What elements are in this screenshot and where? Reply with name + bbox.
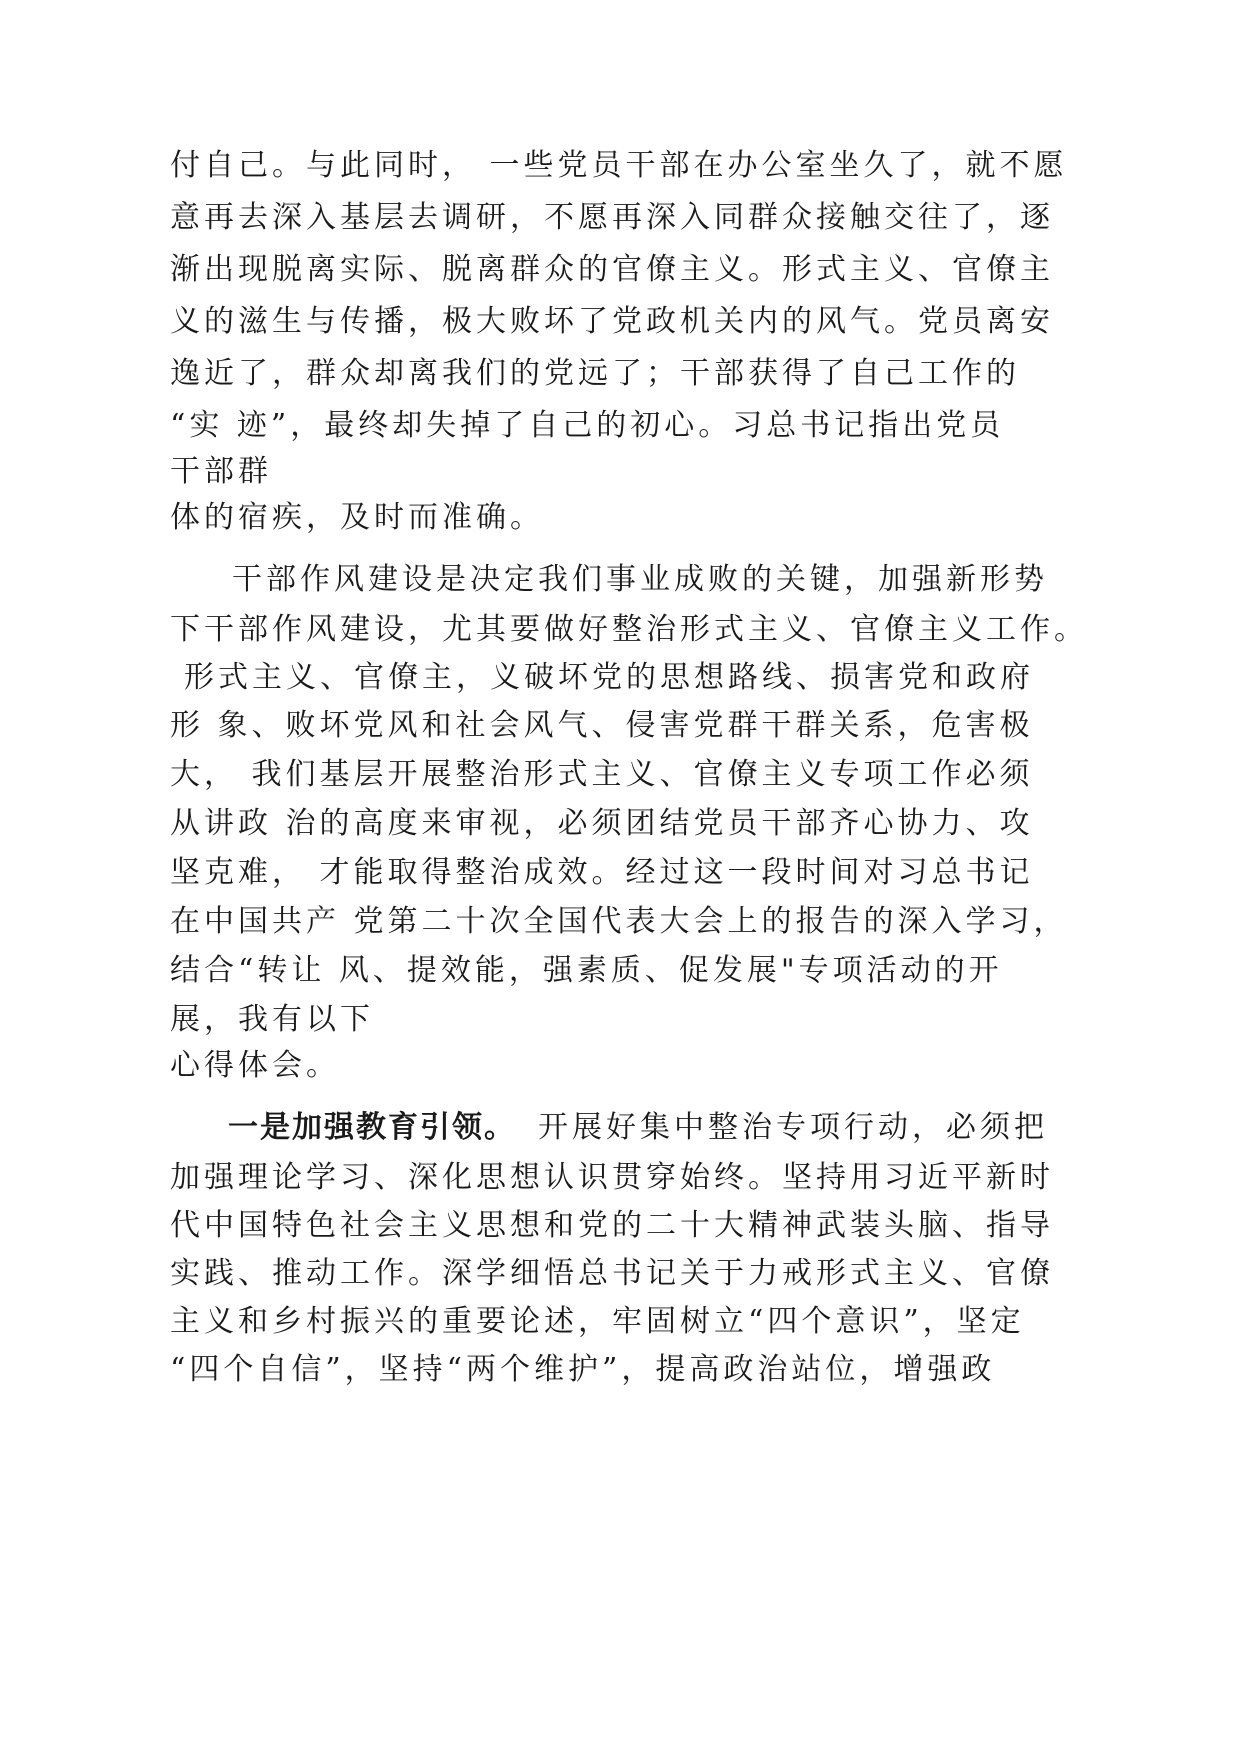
paragraph-first-line	[228, 1102, 1048, 1154]
text-line: 渐出现脱离实际、脱离群众的官僚主义。形式主义、官僚主	[170, 252, 1054, 287]
paragraph-first-line: 干部作风建设是决定我们事业成败的关键，加强新形势	[232, 562, 1048, 597]
text-line: 干部群	[170, 454, 272, 489]
text-line: 代中国特色社会主义思想和党的二十大精神武装头脑、指导	[170, 1208, 1054, 1243]
text-line: 大， 我们基层开展整治形式主义、官僚主义专项工作必须	[170, 757, 1034, 792]
text-line: 展，我有以下	[170, 1002, 374, 1037]
text-line: 主义和乡村振兴的重要论述，牢固树立“四个意识”，坚定	[170, 1304, 1025, 1339]
text-line: 从讲政 治的高度来审视，必须团结党员干部齐心协力、攻	[170, 806, 1034, 841]
text-line: 义的滋生与传播，极大败坏了党政机关内的风气。党员离安	[170, 304, 1054, 339]
text-span: 开展好集中整治专项行动，必须把	[538, 1110, 1048, 1145]
text-line: “四个自信”，坚持“两个维护”，提高政治站位，增强政	[170, 1352, 996, 1387]
text-line: 形 象、败坏党风和社会风气、侵害党群干群关系，危害极	[170, 708, 1034, 743]
section-heading: 一是加强教育引领。	[228, 1110, 516, 1145]
text-line: 逸近了，群众却离我们的党远了；干部获得了自己工作的	[170, 356, 1020, 391]
text-line: 付自己。与此同时， 一些党员干部在办公室坐久了，就不愿	[170, 148, 1068, 183]
text-line: 坚克难， 才能取得整治成效。经过这一段时间对习总书记	[170, 855, 1034, 890]
text-line: 结合“转让 风、提效能，强素质、促发展"专项活动的开	[170, 953, 1003, 988]
text-line: 在中国共产 党第二十次全国代表大会上的报告的深入学习，	[170, 904, 1068, 939]
text-line: 形式主义、官僚主，义破坏党的思想路线、损害党和政府	[184, 660, 1034, 695]
text-line: 下干部作风建设，尤其要做好整治形式主义、官僚主义工作。	[170, 612, 1088, 647]
text-line: 加强理论学习、深化思想认识贯穿始终。坚持用习近平新时	[170, 1160, 1054, 1195]
text-line: 意再去深入基层去调研，不愿再深入同群众接触交往了，逐	[170, 200, 1054, 235]
text-line: 心得体会。	[170, 1048, 340, 1083]
text-line: 体的宿疾，及时而准确。	[170, 500, 544, 535]
text-line: 实践、推动工作。深学细悟总书记关于力戒形式主义、官僚	[170, 1256, 1054, 1291]
text-line: “实 迹”，最终却失掉了自己的初心。习总书记指出党员	[170, 408, 1005, 443]
